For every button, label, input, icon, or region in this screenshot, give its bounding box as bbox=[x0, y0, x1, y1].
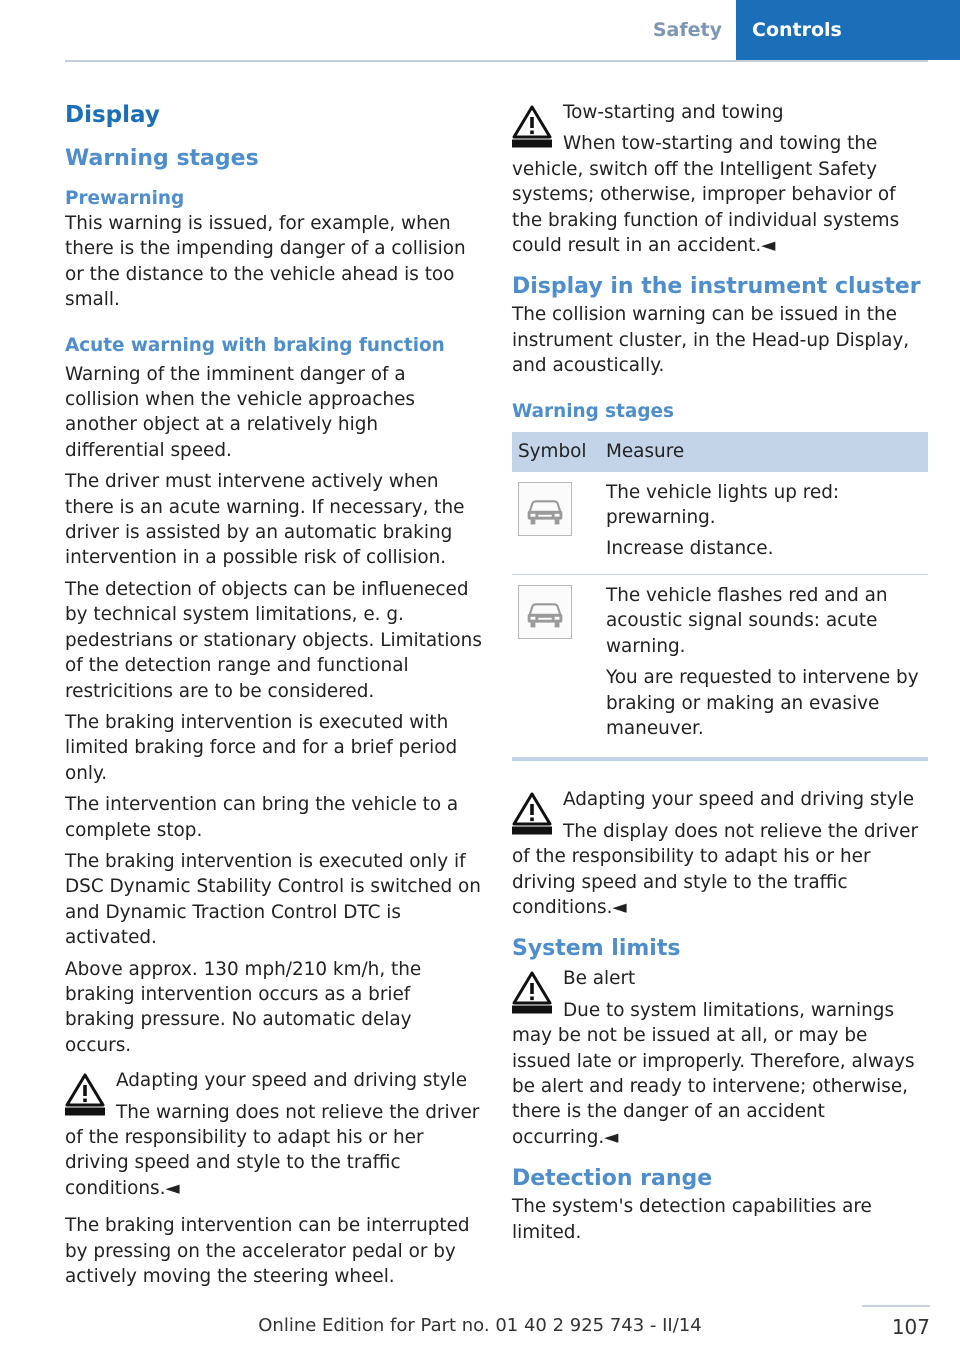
warning-triangle-icon bbox=[512, 970, 552, 1014]
warning-note-speed bbox=[65, 1068, 483, 1201]
paragraph: Warning of the imminent danger of a collision when the vehicle approaches another object at a relatively high differential speed. bbox=[65, 363, 415, 461]
heading-warning-stages: Warning stages bbox=[512, 400, 674, 422]
right-column bbox=[512, 100, 930, 1251]
paragraph-cluster: The collision warning can be issued in the instrument cluster, in the Head-up Display, and acoustically. bbox=[512, 304, 910, 377]
heading-warning-stages: Warning stages bbox=[65, 146, 259, 171]
footer-rule bbox=[862, 1305, 930, 1307]
warning-title: Be alert bbox=[563, 968, 636, 990]
warning-stages-table bbox=[512, 432, 928, 762]
header-section-tab: Safety bbox=[652, 19, 722, 41]
heading-display: Display bbox=[65, 102, 160, 128]
table-header-row bbox=[512, 432, 928, 472]
header-rule bbox=[65, 60, 928, 62]
column-header-symbol: Symbol bbox=[512, 432, 600, 472]
paragraph: The braking intervention can be interrupted by pressing on the accelerator pedal or by actively moving the steering wheel. bbox=[65, 1215, 470, 1288]
left-column bbox=[65, 100, 483, 1295]
table-row bbox=[512, 574, 928, 759]
paragraph: The braking intervention is executed only if DSC Dynamic Stability Control is switched on and Dynamic Traction Control DTC is activated. bbox=[65, 850, 481, 949]
vehicle-prewarning-icon bbox=[518, 482, 572, 536]
header-chapter-tab: Controls bbox=[736, 0, 960, 60]
warning-note-display bbox=[512, 787, 930, 920]
edition-text: Online Edition for Part no. 01 40 2 925 743 - II/14 bbox=[258, 1315, 702, 1336]
table-row bbox=[512, 472, 928, 575]
measure-text: Increase distance. bbox=[606, 538, 774, 560]
paragraph: The braking intervention is executed with limited braking force and for a brief period only. bbox=[65, 711, 458, 784]
measure-text: The vehicle flashes red and an acoustic signal sounds: acute warning. bbox=[606, 584, 888, 657]
heading-system-limits: System limits bbox=[512, 936, 681, 962]
paragraph-prewarning: This warning is issued, for example, when there is the impending danger of a collision or the distance to the vehicle ahead is too small. bbox=[65, 213, 466, 311]
vehicle-acute-warning-icon bbox=[518, 585, 572, 639]
warning-title: Adapting your speed and driving style bbox=[116, 1070, 468, 1092]
warning-note-alert bbox=[512, 966, 930, 1150]
paragraph: The intervention can bring the vehicle to a complete stop. bbox=[65, 794, 459, 841]
column-header-measure: Measure bbox=[600, 432, 928, 472]
heading-prewarning: Prewarning bbox=[65, 188, 185, 209]
heading-detection-range: Detection range bbox=[512, 1166, 713, 1192]
paragraph-detection: The system's detection capabilities are limited. bbox=[512, 1196, 872, 1243]
warning-body: Due to system limitations, warnings may be not be issued at all, or may be issued late or improperly. Therefore, always be alert and ready to intervene; otherwise, there is the danger of an accident occurring.◄ bbox=[512, 999, 915, 1148]
page-number: 107 bbox=[891, 1315, 930, 1339]
paragraph: The driver must intervene actively when there is an acute warning. If necessary, the driver is assisted by an automatic braking intervention in a possible risk of collision. bbox=[65, 471, 465, 569]
paragraph: The detection of objects can be influeneced by technical system limitations, e. g. pedestrians or stationary objects. Limitations of the detection range and functional restricitions are to be considered. bbox=[65, 578, 482, 702]
warning-body: When tow-starting and towing the vehicle, switch off the Intelligent Safety systems; otherwise, improper behavior of the braking function of individual systems could result in an accident.◄ bbox=[512, 133, 900, 257]
warning-title: Adapting your speed and driving style bbox=[563, 789, 915, 811]
warning-triangle-icon bbox=[512, 104, 552, 148]
warning-triangle-icon bbox=[65, 1072, 105, 1116]
warning-body: The warning does not relieve the driver of the responsibility to adapt his or her driving speed and style to the traffic conditions.◄ bbox=[65, 1101, 480, 1199]
measure-text: You are requested to intervene by braking or making an evasive maneuver. bbox=[606, 667, 919, 739]
heading-acute-warning: Acute warning with braking function bbox=[65, 334, 445, 356]
warning-title: Tow-starting and towing bbox=[563, 102, 784, 123]
warning-body: The display does not relieve the driver of the responsibility to adapt his or her driving speed and style to the traffic conditions.◄ bbox=[512, 820, 919, 918]
paragraph: Above approx. 130 mph/210 km/h, the braking intervention occurs as a brief braking pressure. No automatic delay occurs. bbox=[65, 958, 422, 1056]
heading-instrument-cluster: Display in the instrument cluster bbox=[512, 274, 921, 300]
warning-triangle-icon bbox=[512, 791, 552, 835]
measure-text: The vehicle lights up red: prewarning. bbox=[606, 481, 840, 529]
warning-note-towing bbox=[512, 100, 930, 258]
